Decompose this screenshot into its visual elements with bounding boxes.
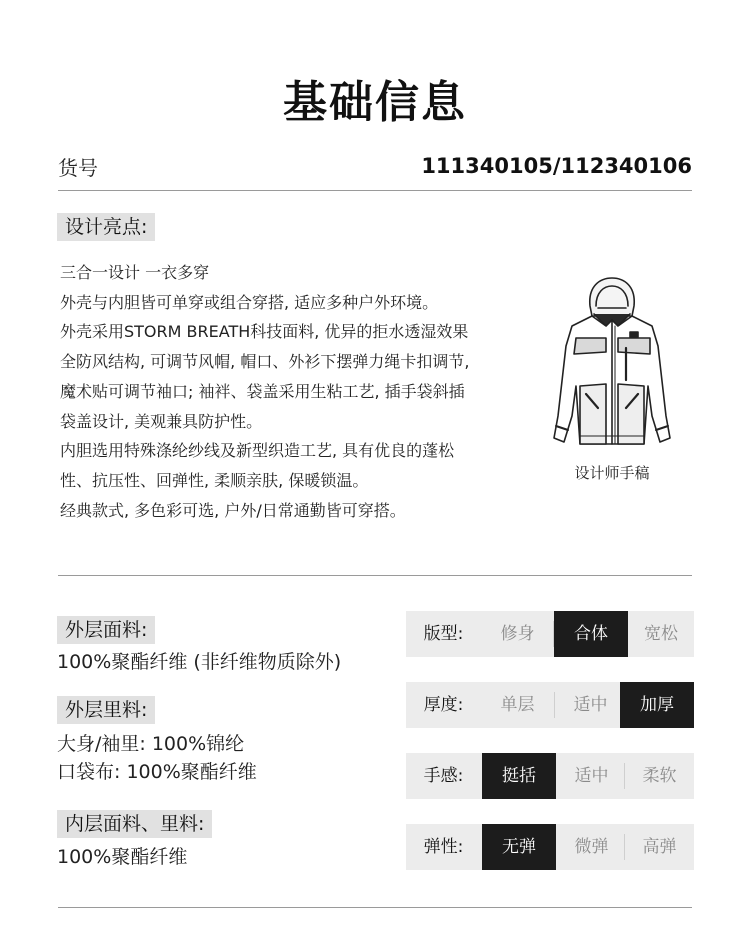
outer-lining-heading: 外层里料: bbox=[57, 696, 155, 724]
page-title: 基础信息 bbox=[283, 77, 467, 128]
feature-line: 全防风结构, 可调节风帽, 帽口、外衫下摆弹力绳卡扣调节, bbox=[60, 352, 470, 372]
feature-line: 三合一设计 一衣多穿 bbox=[60, 263, 210, 282]
divider bbox=[58, 575, 692, 576]
feature-line: 内胆选用特殊涤纶纱线及新型织造工艺, 具有优良的蓬松 bbox=[60, 441, 455, 461]
fit-label: 版型: bbox=[423, 624, 464, 644]
thickness-row bbox=[406, 682, 694, 728]
feature-line: 性、抗压性、回弹性, 柔顺亲肤, 保暖锁温。 bbox=[60, 470, 369, 490]
hand-feel-option: 适中 bbox=[574, 766, 609, 786]
sku-row bbox=[58, 152, 692, 182]
elasticity-option: 高弹 bbox=[642, 837, 677, 857]
design-highlights-heading: 设计亮点: bbox=[57, 213, 155, 241]
outer-fabric-heading: 外层面料: bbox=[57, 616, 155, 644]
elasticity-option-selected: 无弹 bbox=[482, 824, 556, 870]
thickness-option-selected: 加厚 bbox=[620, 682, 694, 728]
feature-line: 外壳与内胆皆可单穿或组合穿搭, 适应多种户外环境。 bbox=[60, 292, 439, 312]
divider bbox=[58, 190, 692, 191]
sku-label: 货号 bbox=[58, 156, 98, 180]
feature-list bbox=[60, 258, 530, 525]
outer-fabric-value: 100%聚酯纤维 (非纤维物质除外) bbox=[57, 651, 342, 673]
outer-lining-value: 大身/袖里: 100%锦纶 bbox=[57, 733, 245, 755]
hand-feel-label: 手感: bbox=[423, 766, 464, 786]
feature-line: 经典款式, 多色彩可选, 户外/日常通勤皆可穿搭。 bbox=[60, 500, 406, 520]
jacket-sketch-icon bbox=[546, 276, 678, 454]
outer-lining-value: 口袋布: 100%聚酯纤维 bbox=[57, 761, 257, 783]
thickness-label: 厚度: bbox=[423, 695, 464, 715]
thickness-option: 单层 bbox=[500, 695, 535, 715]
feature-line: 外壳采用STORM BREATH科技面料, 优异的拒水透湿效果 bbox=[60, 322, 469, 342]
hand-feel-option: 柔软 bbox=[642, 766, 677, 786]
elasticity-option: 微弹 bbox=[574, 837, 609, 857]
feature-line: 袋盖设计, 美观兼具防护性。 bbox=[60, 411, 263, 431]
fit-option: 宽松 bbox=[644, 624, 678, 644]
divider bbox=[58, 907, 692, 908]
sku-value: 111340105/112340106 bbox=[421, 154, 692, 178]
thickness-option: 适中 bbox=[573, 695, 608, 715]
hand-feel-row bbox=[406, 753, 694, 799]
elasticity-label: 弹性: bbox=[423, 837, 464, 857]
inner-fabric-value: 100%聚酯纤维 bbox=[57, 846, 188, 868]
sketch-caption: 设计师手稿 bbox=[574, 464, 650, 482]
hand-feel-option-selected: 挺括 bbox=[482, 753, 556, 799]
elasticity-row bbox=[406, 824, 694, 870]
fit-option-selected: 合体 bbox=[554, 611, 628, 657]
feature-line: 魔术贴可调节袖口; 袖袢、袋盖采用生粘工艺, 插手袋斜插 bbox=[60, 381, 465, 401]
inner-fabric-heading: 内层面料、里料: bbox=[57, 810, 212, 838]
fit-row bbox=[406, 611, 694, 657]
fit-option: 修身 bbox=[500, 624, 535, 644]
